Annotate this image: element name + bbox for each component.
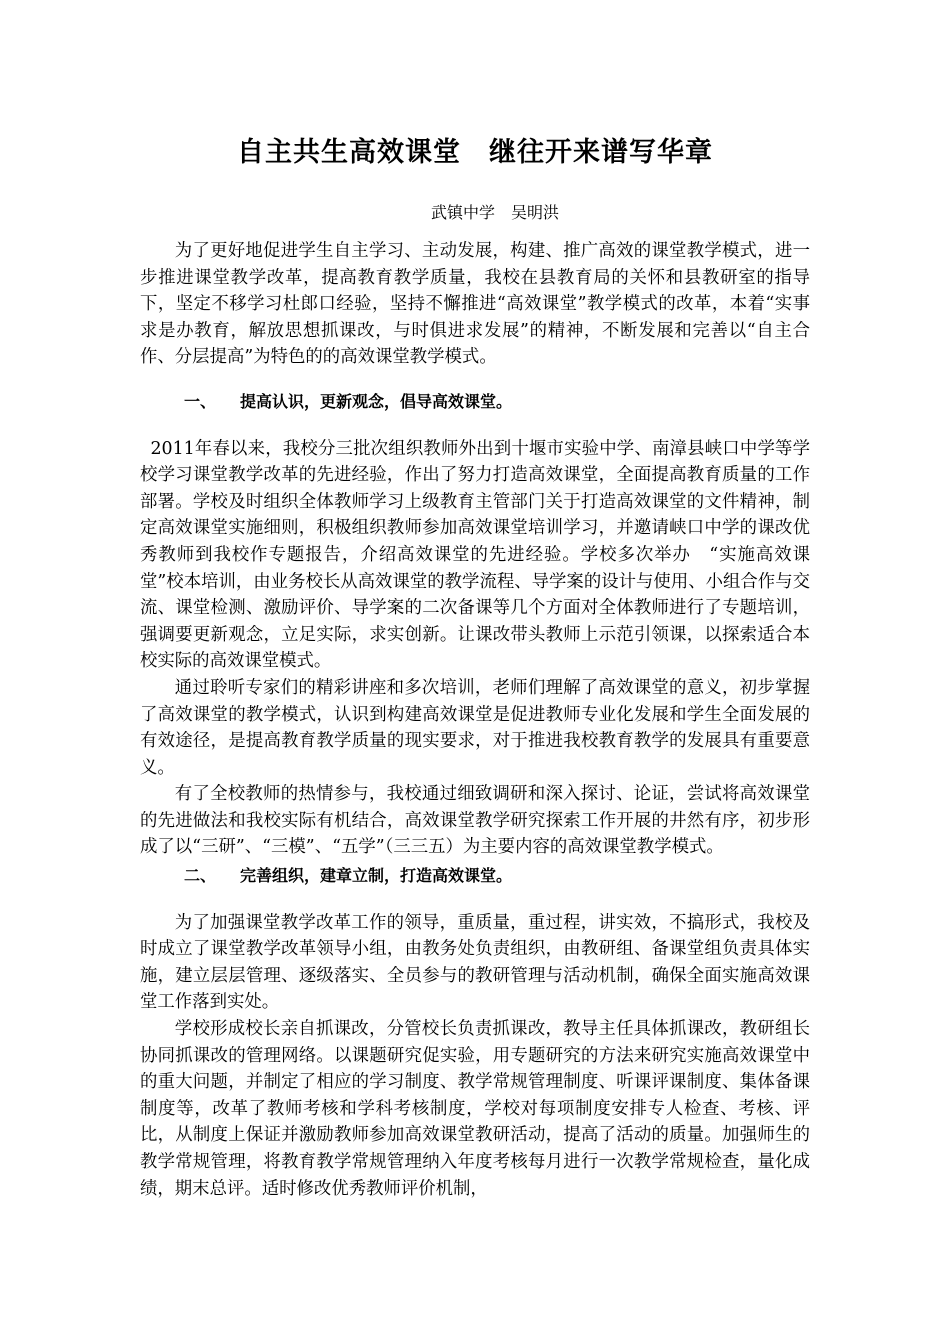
- section-heading-2: 二、 完善组织，建章立制，打造高效课堂。: [184, 866, 513, 886]
- author-line: 武镇中学 吴明洪: [430, 203, 559, 222]
- document-title: 自主共生高效课堂 继往开来谱写华章: [237, 137, 713, 168]
- body-paragraph: 2011年春以来，我校分三批次组织教师外出到十堰市实验中学、南漳县峡口中学等学校学习课堂教学改革的先进经验，作出了努力打造高效课堂，全面提高教育质量的工作部署。学校及时组织全体教师学习上级教育主管部门关于打造高效课堂的文件精神，制定高效课堂实施细则，积极组织教师参加高效课堂培训学习，并邀请峡口中学的课改优秀教师到我校作专题报告，介绍高效课堂的先进经验。学校多次举办 “实施高效课堂”校本培训，由业务校长从高效课堂的教学流程、导学案的设计与使用、小组合作与交流、课堂检测、激励评价、导学案的二次备课等几个方面对全体教师进行了专题培训，强调要更新观念，立足实际，求实创新。让课改带头教师上示范引领课，以探索适合本校实际的高效课堂模式。: [140, 438, 810, 672]
- intro-paragraph: 为了更好地促进学生自主学习、主动发展，构建、推广高效的课堂教学模式，进一步推进课堂教学改革，提高教育教学质量，我校在县教育局的关怀和县教研室的指导下，坚定不移学习杜郎口经验，坚持不懈推进“高效课堂”教学模式的改革，本着“实事求是办教育，解放思想抓课改，与时俱进求发展”的精神，不断发展和完善以“自主合作、分层提高”为特色的的高效课堂教学模式。: [140, 241, 810, 368]
- body-paragraph: 通过聆听专家们的精彩讲座和多次培训，老师们理解了高效课堂的意义，初步掌握了高效课堂的教学模式，认识到构建高效课堂是促进教师专业化发展和学生全面发展的有效途径，是提高教育教学质量的现实要求，对于推进我校教育教学的发展具有重要意义。: [140, 677, 810, 778]
- body-paragraph: 有了全校教师的热情参与，我校通过细致调研和深入探讨、论证，尝试将高效课堂的先进做法和我校实际有机结合，高效课堂教学研究探索工作开展的井然有序，初步形成了以“三研”、“三模”、“五学”（三三五）为主要内容的高效课堂教学模式。: [140, 784, 810, 858]
- body-paragraph: 为了加强课堂教学改革工作的领导，重质量，重过程，讲实效，不搞形式，我校及时成立了课堂教学改革领导小组，由教务处负责组织，由教研组、备课堂组负责具体实施，建立层层管理、逐级落实、全员参与的教研管理与活动机制，确保全面实施高效课堂工作落到实处。: [140, 912, 810, 1013]
- section-heading-1: 一、 提高认识，更新观念，倡导高效课堂。: [184, 391, 513, 411]
- body-paragraph: 学校形成校长亲自抓课改，分管校长负责抓课改，教导主任具体抓课改，教研组长协同抓课改的管理网络。以课题研究促实验，用专题研究的方法来研究实施高效课堂中的重大问题，并制定了相应的学习制度、教学常规管理制度、听课评课制度、集体备课制度等，改革了教师考核和学科考核制度，学校对每项制度安排专人检查、考核、评比，从制度上保证并激励教师参加高效课堂教研活动，提高了活动的质量。加强师生的教学常规管理，将教育教学常规管理纳入年度考核每月进行一次教学常规检查，量化成绩，期末总评。适时修改优秀教师评价机制，: [140, 1019, 810, 1199]
- document-body: [140, 238, 810, 1202]
